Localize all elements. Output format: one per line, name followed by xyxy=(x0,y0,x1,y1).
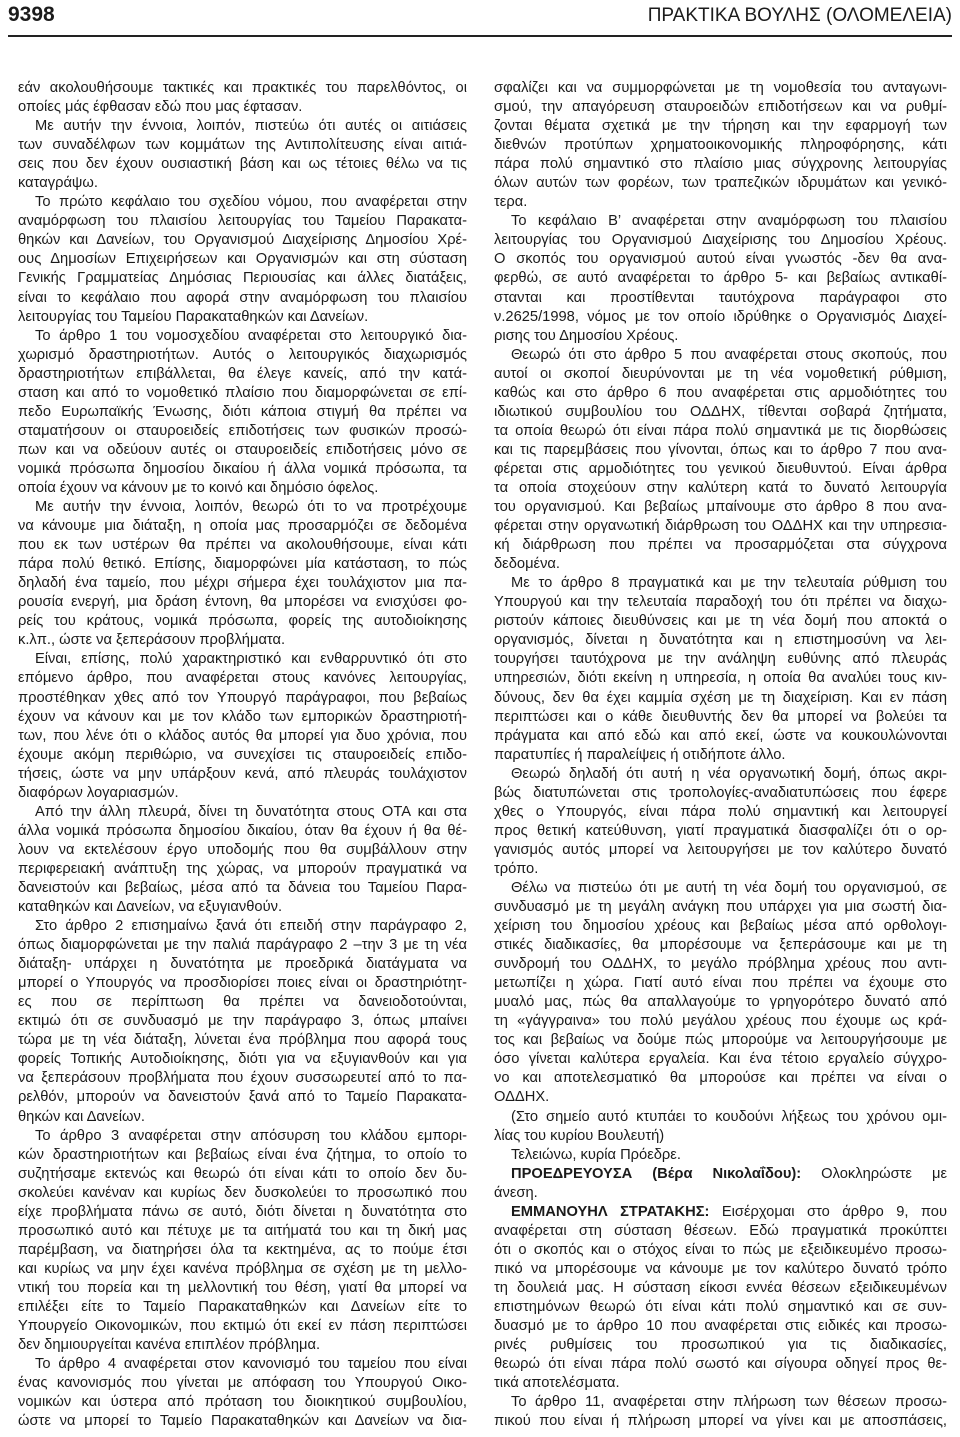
text-line: επιλέξει είτε το Ταμείο Παρακαταθηκών και Δανείων είτε το xyxy=(18,1299,467,1315)
text-line xyxy=(494,1165,947,1184)
text-line: δυασμό με το άρθρο 10 που αναφέρεται στις ειδικές και προσω- xyxy=(494,1318,947,1335)
text-line: κ.λπ., ώστε να ξεπεράσουν προβλήματα. xyxy=(18,632,286,649)
text-line: Θεωρώ ότι στο άρθρο 5 που αναφέρεται στους σκοπούς, που xyxy=(511,346,947,363)
text-line xyxy=(494,1203,947,1222)
paragraph xyxy=(494,1393,947,1431)
text-line: επιστημόνων θεωρώ ότι είναι κάτι πολύ σημαντικό και σε συν- xyxy=(494,1299,947,1315)
text-line: νο και αποτελεσματικό θα μπορούσε και πρέπει να είναι ο xyxy=(494,1070,947,1087)
paragraph xyxy=(18,117,467,193)
text-line: στανται και προστίθενται ταυτόχρονα παράγραφοι στο xyxy=(494,289,947,306)
text-line: πάρα πολύ σημαντικό στο πλαίσιο μιας σύγχρονης λειτουργίας xyxy=(494,156,947,173)
paragraph xyxy=(494,79,947,212)
text-line: Το άρθρο 4 αναφέρεται στον κανονισμό του ταμείου που είναι xyxy=(35,1356,467,1373)
paragraph xyxy=(494,1165,947,1203)
text-line: επόμενο άρθρο, που αναφέρεται στους κανόνες λειτουργίας, xyxy=(18,670,467,687)
text-line: σεις που δεν έχουν ουσιαστική βάση και ως τέτοιες θέλω να τις xyxy=(18,156,467,173)
text-line: αναφέρεται στη σύσταση θέσεων. Εδώ πραγματικά προκύπτει xyxy=(494,1222,947,1239)
text-line: Είναι, επίσης, πολύ χαρακτηριστικό και ενθαρρυντικό ότι στο xyxy=(35,651,467,668)
text-line: όπως διαμορφώνεται με την παλιά παράγραφο 2 –την 3 με τη νέα xyxy=(18,937,467,954)
text-line: κών δραστηριοτήτων και βεβαίως είναι ένα ζήτημα, το οποίο το xyxy=(18,1146,467,1163)
text-line: συνδρομή του ΟΔΔΗΧ, το μεγάλο πρόβλημα χρέους που αντι- xyxy=(494,956,947,973)
paragraph xyxy=(18,193,467,326)
text-line: αναμόρφωση του πλαισίου λειτουργίας του Ταμείου Παρακατα- xyxy=(18,213,467,230)
text-line: κή διάρθρωση που πρέπει να προσαρμόζεται στα σύγχρονα xyxy=(494,537,947,554)
text-line: Το άρθρο 1 του νομοσχεδίου αναφέρεται στο λειτουργικό δια- xyxy=(35,327,467,344)
text-line: ρινές ρυθμίσεις του προσωπικού για τις διαδικασίες, xyxy=(494,1337,947,1354)
running-title: ΠΡΑΚΤΙΚΑ ΒΟΥΛΗΣ (ΟΛΟΜΕΛΕΙΑ) xyxy=(647,5,952,26)
left-column xyxy=(18,79,467,1435)
text-line: νομικά πρόσωπα δημοσίου δικαίου ή άλλα νομικά πρόσωπα, τα xyxy=(18,460,467,477)
text-line: Το πρώτο κεφάλαιο του σχεδίου νόμου, που αναφέρεται στην xyxy=(35,194,467,211)
text-line: ΟΔΔΗΧ. xyxy=(494,1089,550,1106)
text-line: εκτιμώ ότι σε συνδυασμό με την παράγραφο 3, όπως μπαίνει xyxy=(18,1013,467,1030)
text-line: και κυρίως να μην έχει κανένα πρόβλημα σε σχέση με τη μελλο- xyxy=(18,1260,467,1277)
text-line: ένας κανονισμός που γίνεται με απόφαση του Υπουργού Οικο- xyxy=(18,1375,467,1392)
text-line: χωρισμό δραστηριοτήτων. Αυτός ο λειτουργικός διαχωρισμός xyxy=(18,346,467,363)
text-line: έχουν να κάνουν και με τον κλάδο των εμπορικών δραστηριοτή- xyxy=(18,708,467,725)
text-line: του οργανισμού. Και βεβαίως μπαίνουμε στο άρθρο 8 που ανα- xyxy=(494,499,947,516)
text-line: όλων αυτών των φορέων, των τραπεζικών ιδρυμάτων και γενικό- xyxy=(494,175,947,192)
text-line: των συναδέλφων των κομμάτων της Αντιπολίτευσης είναι αιτιά- xyxy=(18,137,467,154)
text-line: Το άρθρο 3 αναφέρεται στην απόσυρση του κλάδου εμπορι- xyxy=(35,1127,467,1144)
paragraph xyxy=(494,574,947,764)
text-line: Υπουργού και την τελευταία παραδοχή του ότι πρέπει να διαχω- xyxy=(494,594,947,611)
paragraph xyxy=(18,498,467,650)
text-line: δεν δημιουργείται κανένα επιπλέον πρόβλημα. xyxy=(18,1337,321,1354)
text-line: ρουσία ενεργή, μια δράση έντονη, θα μπορέσει να ενισχύσει φο- xyxy=(18,594,467,611)
paragraph xyxy=(494,346,947,575)
speech-text: Εισέρχομαι στο άρθρο 9, που xyxy=(709,1203,947,1220)
text-line: ρείς του κράτους, νομικά πρόσωπα, φορείς της αυτοδιοίκησης xyxy=(18,613,467,630)
text-line: Θέλω να πιστεύω ότι με αυτή τη νέα δομή του οργανισμού, σε xyxy=(511,879,947,896)
text-line: υπηρεσιών, διότι εκείνη η υπηρεσία, η οποία θα αναλύει τους κιν- xyxy=(494,670,947,687)
text-line: λειτουργίας του Οργανισμού Διαχείρισης του Δημοσίου Χρέους. xyxy=(494,232,947,249)
text-line: συζητήσαμε εκτενώς και θεωρώ ότι είναι κάτι το οποίο δεν δυ- xyxy=(18,1165,467,1182)
text-line: παρατυπίες ή παραλείψεις ή οτιδήποτε άλλο. xyxy=(494,746,786,763)
paragraph xyxy=(494,212,947,345)
text-line: σταση και από το νομοθετικό πλαίσιο που διαμορφώνεται σε επί- xyxy=(18,384,467,401)
text-line: θεωρώ ότι είναι πάρα πολύ σωστό και σίγουρα οδηγεί προς θε- xyxy=(494,1356,947,1373)
text-line: ες που σε περίπτωση θα πρέπει να δανειοδοτούνται, xyxy=(18,994,467,1011)
paragraph xyxy=(494,1203,947,1393)
text-line: ζονται θέματα σχετικά με την τήρηση και την εφαρμογή των xyxy=(494,118,947,135)
text-line: ρελθόν, μπορούν να δανειστούν ξανά από το Ταμείο Παρακατα- xyxy=(18,1089,467,1106)
text-line: Το άρθρο 11, αναφέρεται στην πλήρωση των θέσεων προσω- xyxy=(511,1394,947,1411)
text-line: θηκών και Δανείων, του Οργανισμού Διαχείρισης Δημοσίου Χρέ- xyxy=(18,232,467,249)
text-line: σκολεύει κανέναν και κυρίως δεν δυσκολεύει το προσωπικό που xyxy=(18,1184,467,1201)
text-line: σμού, την απαγόρευση σταυροειδών επιδοτήσεων και να ρυθμί- xyxy=(494,99,947,116)
text-line: προσωπικό αυτό και πέτυχε με τα αιτήματά του και τη δική μας xyxy=(18,1222,467,1239)
text-line: σφαλίζει και να συμμορφώνεται με τη νομοθεσία του ανταγωνι- xyxy=(494,80,947,96)
text-line: θηκών και Δανείων. xyxy=(18,1108,145,1125)
text-line: δεδομένα. xyxy=(494,556,560,573)
text-line: άνεση. xyxy=(494,1184,538,1201)
text-line: Τελειώνω, κυρία Πρόεδρε. xyxy=(511,1146,681,1163)
text-line: λίας του κυρίου Βουλευτή) xyxy=(494,1127,665,1144)
text-line: όσο γίνεται καλύτερα εργαλεία. Και ένα τέτοιο εργαλείο σύγχρο- xyxy=(494,1051,947,1068)
text-line: χείριση του δημοσίου χρέους και βεβαίως μέσα από ορθολογι- xyxy=(494,918,947,935)
text-line: διαφόρων λογαριασμών. xyxy=(18,784,179,801)
text-line: Υπουργείο Οικονομικών, που εκτιμώ ότι εκεί εν πάση περιπτώσει xyxy=(18,1318,467,1335)
paragraph xyxy=(494,1146,947,1165)
text-line: ώστε να μπορεί το Ταμείο Παρακαταθηκών και Δανείων να δια- xyxy=(18,1413,467,1430)
text-line: πικό να μπορέσουμε να κάνουμε με τον καλύτερο δυνατό τρόπο xyxy=(494,1260,947,1277)
text-line: δραστηριοτήτων επιβάλλεται, θα έλεγε κανείς, από την κατά- xyxy=(18,365,467,382)
text-line: στικές διαδικασίες, θα μπορέσουμε να ξεπεράσουμε και με τη xyxy=(494,937,947,954)
text-line: συνδυασμό με τη μεγάλη ανάγκη που υπάρχει για μια σωστή δια- xyxy=(494,899,947,916)
text-line: λουν να εκτελέσουν έργο υποδομής που θα συμβάλλουν στην xyxy=(18,841,467,858)
paragraph xyxy=(18,917,467,1127)
paragraph xyxy=(494,879,947,1108)
paragraph xyxy=(18,79,467,117)
text-line: φέρεται στην οργανωτική διάρθρωση του ΟΔΔΗΧ και την υπηρεσια- xyxy=(494,518,947,535)
text-line: σταματήσουν οι σταυροειδείς επιδοτήσεις των φυσικών προσώ- xyxy=(18,422,467,439)
text-line: τος και βεβαίως να δούμε πώς μπορούμε να λειτουργήσουμε με xyxy=(494,1032,947,1049)
right-column xyxy=(494,79,947,1435)
text-line: οποίες μάς έφθασαν εδώ που μας έφτασαν. xyxy=(18,99,303,116)
text-line: έχουμε ακόμη περιθώριο, να συνεχίσει τις σταυροειδείς επιδο- xyxy=(18,746,467,763)
text-line: νομικών και ύστερα από πρόταση του διοικητικού συμβουλίου, xyxy=(18,1394,467,1411)
text-line: των, που λένε ότι ο κλάδος αυτός θα μπορεί για δυο χρόνια, που xyxy=(18,727,467,744)
text-line: προστέθηκαν χθες από τον Υπουργό παράγραφοι, που βεβαίως xyxy=(18,689,467,706)
text-line: πικού που είναι ή πλήρωση μπορεί να γίνει και με αποσπάσεις, xyxy=(494,1413,947,1430)
text-line: Ο σκοπός του οργανισμού αυτού είναι γνωστός -δεν θα ανα- xyxy=(494,251,947,268)
text-line: μετωπίζει η χώρα. Γιατί αυτό είναι που πρέπει να έχουμε στο xyxy=(494,975,947,992)
text-line: εάν ακολουθήσουμε τακτικές και πρακτικές του παρελθόντος, οι xyxy=(18,80,467,96)
paragraph xyxy=(18,327,467,498)
text-line: ν.2625/1998, νόμος με τον οποίο ιδρύθηκε ο Οργανισμός Διαχεί- xyxy=(494,308,947,325)
paragraph xyxy=(18,1127,467,1356)
text-line: περιφερειακή ανάπτυξη της χώρας, να μπορούν πραγματικά να xyxy=(18,860,467,877)
text-line: και τις παρεμβάσεις που γίνονται, όπως και το άρθρο 7 που ανα- xyxy=(494,441,947,458)
paragraph xyxy=(494,1108,947,1146)
text-line: Με το άρθρο 8 πραγματικά και με την τελευταία ρύθμιση του xyxy=(511,575,947,592)
paragraph xyxy=(18,1355,467,1431)
text-line: οποία έχουν να κάνουν με το κοινό και δημόσιο όφελος. xyxy=(18,479,379,496)
text-line: δανειστούν και βεβαίως, μέσα από τα δάνεια του Ταμείου Παρα- xyxy=(18,879,467,896)
text-line: τουργήσει ταυτόχρονα με την ανάληψη ευθύνης από πλευράς xyxy=(494,651,947,668)
text-line: προς θετική κατεύθυνση, γιατί πραγματικά διασφαλίζει ότι ο ορ- xyxy=(494,822,947,839)
text-line: μπορεί ο Υπουργός να προσδιορίσει ποιες είναι οι δραστηριότητ- xyxy=(18,975,467,992)
text-line: ιδιωτικού συμβουλίου του ΟΔΔΗΧ, τίθενται σοβαρά ζητήματα, xyxy=(494,403,947,420)
text-line: λειτουργίας του Ταμείου Παρακαταθηκών και Δανείων. xyxy=(18,308,369,325)
text-line: Από την άλλη πλευρά, δίνει τη δυνατότητα στους ΟΤΑ και στα xyxy=(35,803,467,820)
text-line: Στο άρθρο 2 επισημαίνω ξανά ότι επειδή στην παράγραφο 2, xyxy=(35,918,467,935)
text-line: οργανισμός, δίνεται η δυνατότητα και η επιστημοσύνη να λει- xyxy=(494,632,947,649)
paragraph xyxy=(494,765,947,879)
text-line: μυαλό μας, πώς θα απαλλαγούμε το γρηγορότερο δυνατό από xyxy=(494,994,947,1011)
text-line: αυτοί οι σκοποί διευρύνονται με τη νέα νομοθετική ρύθμιση, xyxy=(494,365,947,382)
text-line: καταθηκών και Δανείων, να εξυγιανθούν. xyxy=(18,899,283,916)
text-line: πεδο Ευρωπαϊκής Ένωσης, διότι κάποια στιγμή θα πρέπει να xyxy=(18,403,467,420)
text-line: καθώς και στο άρθρο 6 που αναφέρεται στις αρμοδιότητες του xyxy=(494,384,947,401)
paragraph xyxy=(18,803,467,917)
text-line: άλλα νομικά πρόσωπα δημοσίου δικαίου, όταν θα έχουν ή θα θέ- xyxy=(18,822,467,839)
paragraph xyxy=(18,650,467,802)
text-line: τα οποία θεωρώ ότι είναι πάρα πολύ σημαντικά με τις διορθώσεις xyxy=(494,422,947,439)
text-line: τικά αποτελέσματα. xyxy=(494,1375,620,1392)
page-number: 9398 xyxy=(8,3,55,26)
text-line: διεθνών προτύπων χρηματοοικονομικής πληροφόρησης, κάτι xyxy=(494,137,947,154)
text-line: (Στο σημείο αυτό κτυπάει το κουδούνι λήξεως του χρόνου ομι- xyxy=(511,1108,947,1125)
text-line: διάταξη- υπάρχει η δυνατότητα με προεδρικά διατάγματα να xyxy=(18,956,467,973)
text-line: παρέμβαση, να διατηρήσει όλα τα κεκτημένα, ας το πούμε έτσι xyxy=(18,1241,467,1258)
text-line: βώς διατυπώνεται στις τροπολογίες-αναδιατυπώσεις που έφερε xyxy=(494,784,947,801)
text-line: τη «γάγγραινα» του πολύ μεγάλου χρέους που έχουμε ως κρά- xyxy=(494,1013,947,1030)
text-line: να κάνουμε μια διάταξη, η οποία μας προσαρμόζει σε δεδομένα xyxy=(18,518,467,535)
text-line: Το κεφάλαιο Β’ αναφέρεται στην αναμόρφωση του πλαισίου xyxy=(511,213,947,230)
text-line: ντική του πορεία και τη μελλοντική του θέση, γιατί θα μπορεί να xyxy=(18,1279,467,1296)
text-line: φορείς Τοπικής Αυτοδιοίκησης, διότι για να εξυγιανθούν και για xyxy=(18,1051,467,1068)
text-line: φέρεται στις αρμοδιότητες του γενικού διευθυντού. Είναι άρθρα xyxy=(494,460,947,477)
text-line: καταγράψω. xyxy=(18,175,98,192)
text-line: πάρα πολύ θετικό. Επίσης, διαμορφώνει μία κατάσταση, το πώς xyxy=(18,556,467,573)
text-line: ότι ο σκοπός και ο στόχος είναι το πώς με εξειδικευμένο προσω- xyxy=(494,1241,947,1258)
text-line: δηλαδή ένα ταμείο, που μέχρι σήμερα έχει τουλάχιστον μια πα- xyxy=(18,575,467,592)
text-line: είχε προβλήματα πάνω σε αυτό, διότι δίνεται η δυνατότητα στο xyxy=(18,1203,467,1220)
text-line: τρόπο. xyxy=(494,860,539,877)
text-line: γανισμός αυτός μπορεί να λειτουργήσει με τον καλύτερο δυνατό xyxy=(494,841,947,858)
text-line: πων και να οδεύουν αυτές οι σταυροειδείς επιδοτήσεις μόνο σε xyxy=(18,441,467,458)
header-rule xyxy=(8,35,952,37)
text-line: είναι το κεφάλαιο που αφορά στην αναμόρφωση του πλαισίου xyxy=(18,289,467,306)
text-line: να ξεπεράσουν προβλήματα που έχουν συσσωρευτεί από το πα- xyxy=(18,1070,467,1087)
text-line: τώρα με τη νέα διάταξη, λύνεται ένα πρόβλημα που αφορά τους xyxy=(18,1032,467,1049)
speaker-name: ΕΜΜΑΝΟΥΗΛ ΣΤΡΑΤΑΚΗΣ: xyxy=(511,1203,710,1220)
speech-text: Ολοκληρώστε με xyxy=(801,1165,947,1182)
text-line: περιπτώσει και ο κάθε διευθυντής δεν θα μπορεί να βολεύει τα xyxy=(494,708,947,725)
text-line: δύνους, δεν θα έχει καμμία σχέση με τη διαχείριση. Και εν πάση xyxy=(494,689,947,706)
text-line: που εκ των υστέρων θα πρέπει να ακολουθήσουμε, είναι κάτι xyxy=(18,537,467,554)
text-line: Γενικής Γραμματείας Δημόσιας Περιουσίας και άλλες διατάξεις, xyxy=(18,270,467,287)
text-line: Με αυτήν την έννοια, λοιπόν, πιστεύω ότι αυτές οι αιτιάσεις xyxy=(35,118,467,135)
speaker-name: ΠΡΟΕΔΡΕΥΟΥΣΑ (Βέρα Νικολαΐδου): xyxy=(511,1165,802,1182)
text-line: Θεωρώ δηλαδή ότι αυτή η νέα οργανωτική δομή, όπως ακρι- xyxy=(511,765,947,782)
text-line: φερθώ, σε αυτό αναφέρεται το άρθρο 5- και βεβαίως αντικαθί- xyxy=(494,270,947,287)
text-line: Με αυτήν την έννοια, λοιπόν, θεωρώ ότι το να προτρέχουμε xyxy=(35,499,467,516)
text-line: ους Δημοσίων Επιχειρήσεων και Οργανισμών και στη σύσταση xyxy=(18,251,467,268)
text-line: ρισης του Δημοσίου Χρέους. xyxy=(494,327,679,344)
text-line: χθες ο Υπουργός, είναι πάρα πολύ σημαντική και λειτουργεί xyxy=(494,803,947,820)
text-line: τήσεις, ώστε να μην υπάρξουν κενά, από πλευράς τουλάχιστον xyxy=(18,765,467,782)
text-line: τα οποία στοχεύουν στην καλύτερη κατά το δυνατό λειτουργία xyxy=(494,479,947,496)
text-line: τερα. xyxy=(494,194,528,211)
text-line: πράγματα και από εδώ και από εκεί, ώστε να κουκουλώνονται xyxy=(494,727,947,744)
text-line: ριστούν κάποιες διευθύνσεις και με τη νέα δομή που αποκτά ο xyxy=(494,613,947,630)
text-line: τη δουλειά μας. Η σύσταση είκοσι εννέα θέσεων εξειδικευμένων xyxy=(494,1279,947,1296)
